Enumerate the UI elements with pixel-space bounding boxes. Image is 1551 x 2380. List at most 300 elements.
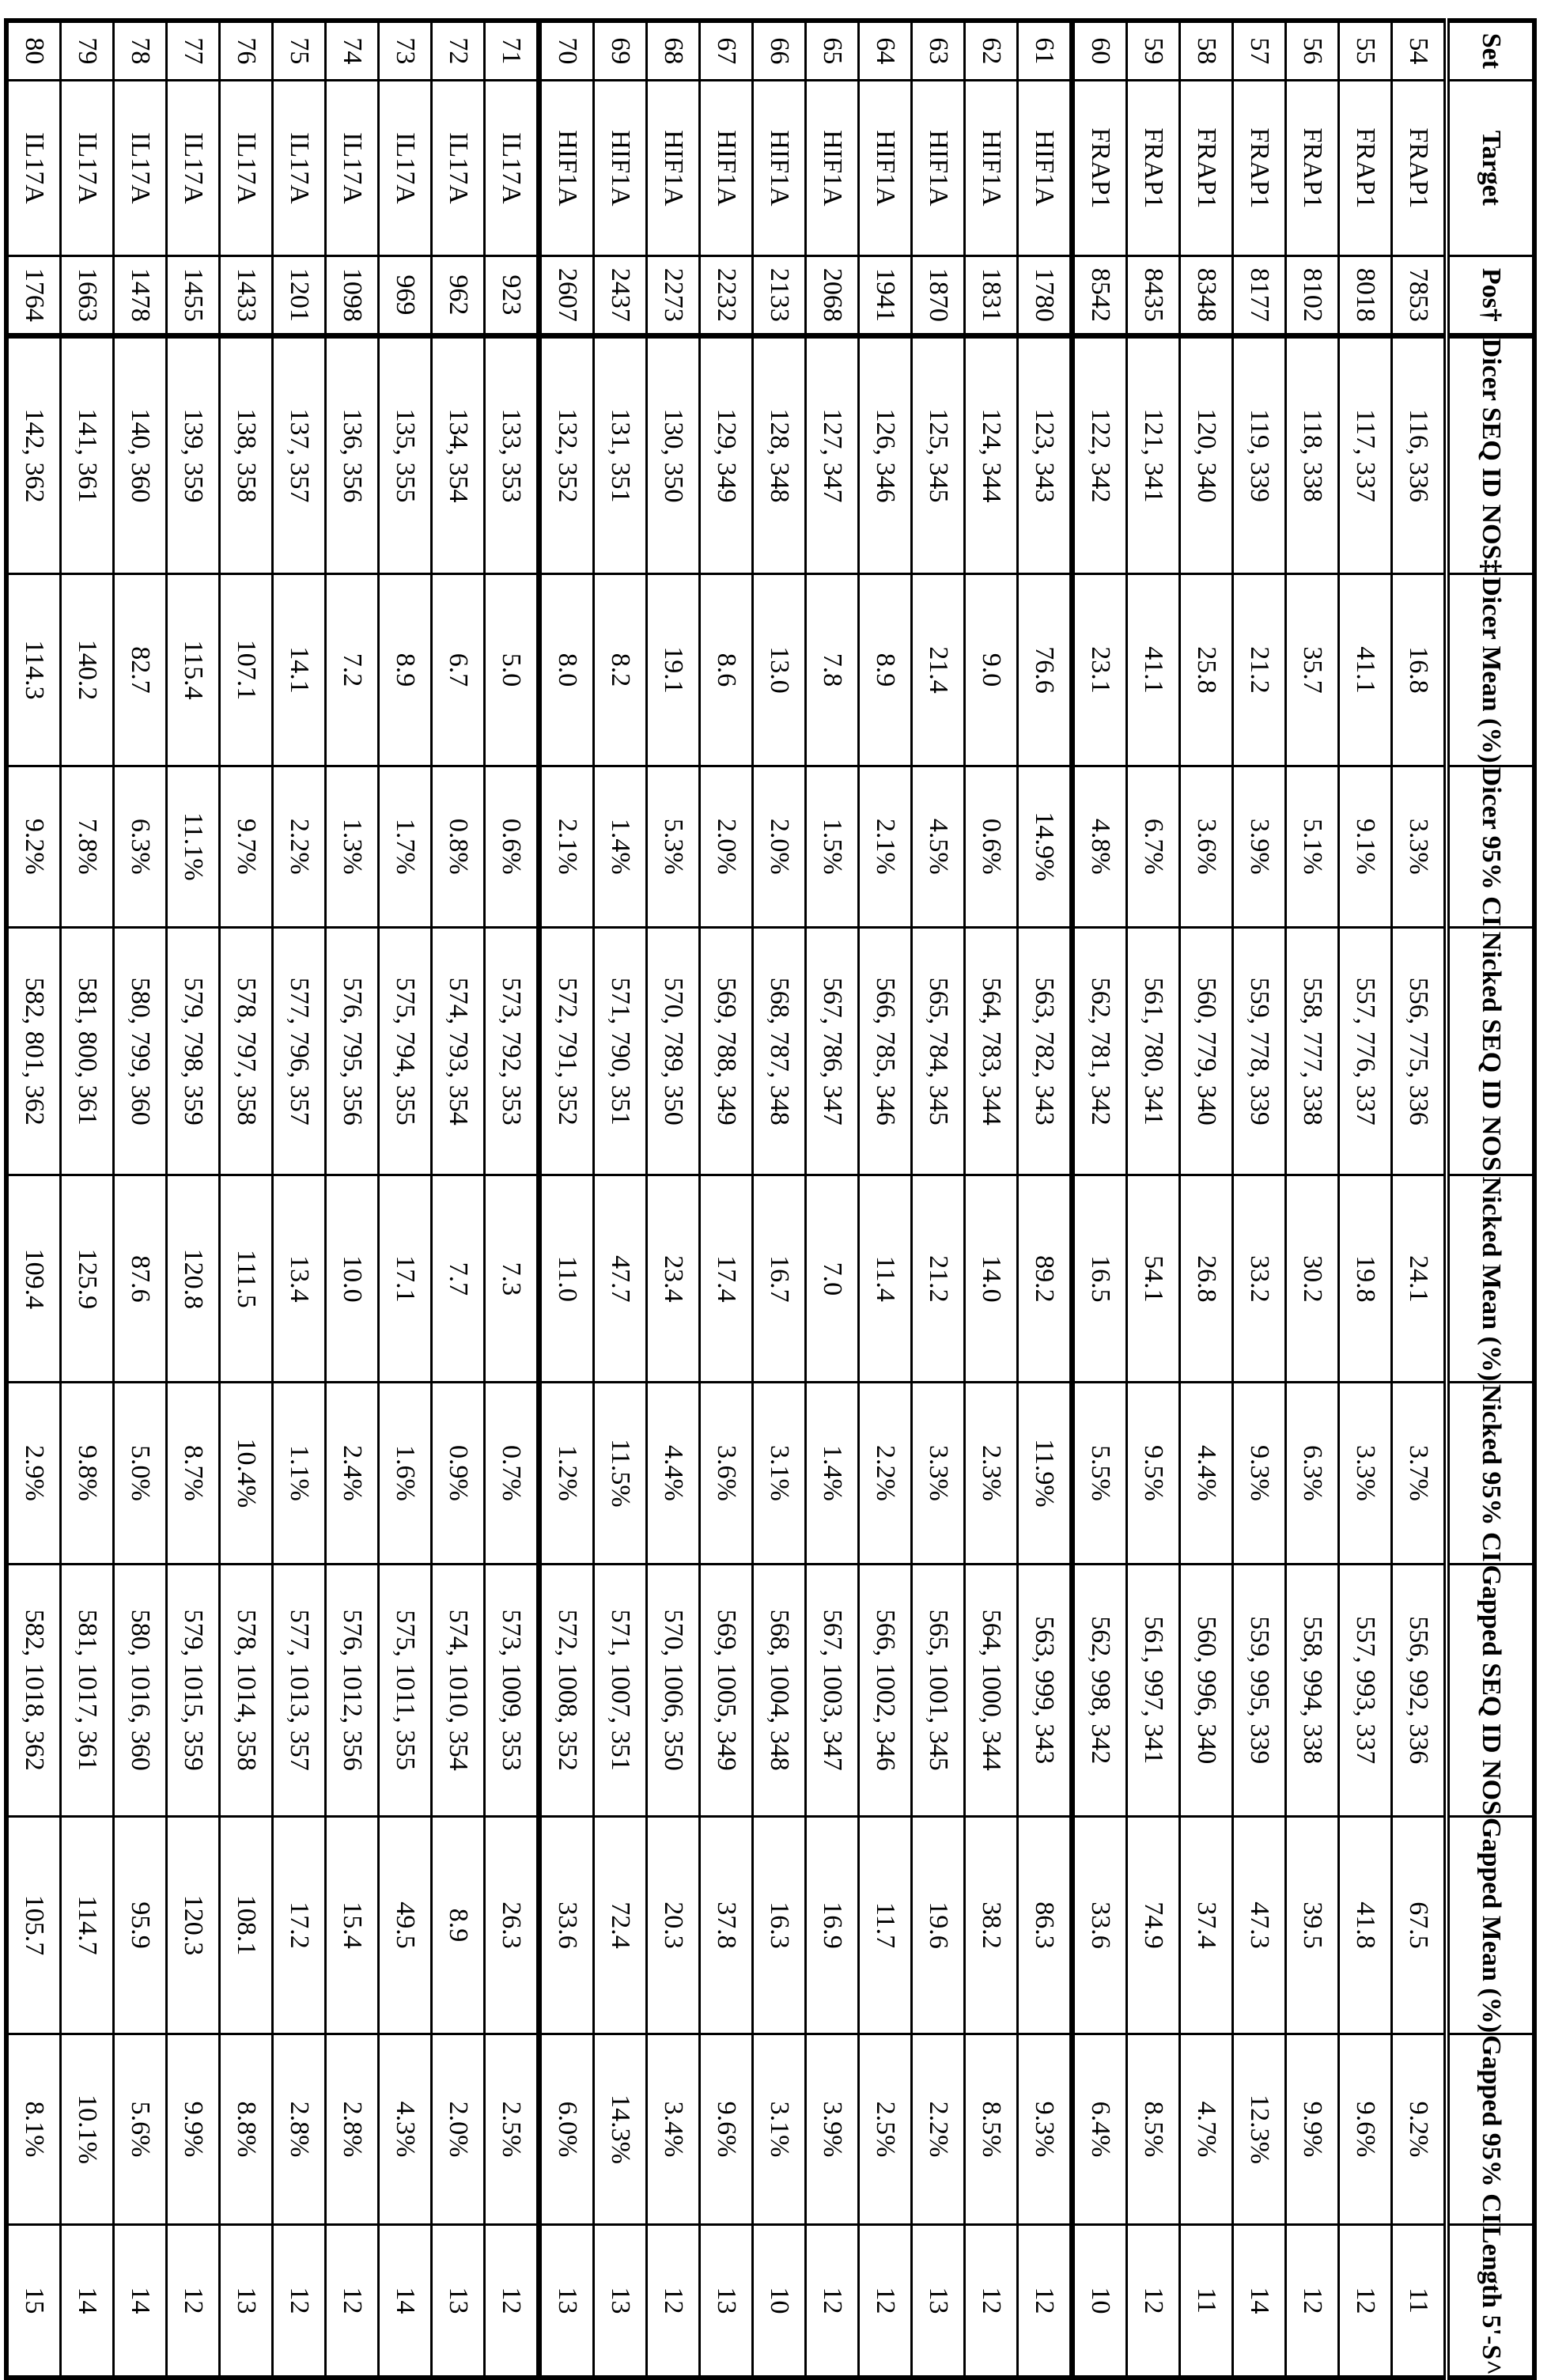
cell-gapped-ci: 8.5% — [1127, 2034, 1180, 2225]
cell-gapped-mean: 114.7 — [61, 1817, 114, 2034]
cell-set: 71 — [485, 21, 539, 80]
cell-nicked-mean: 26.8 — [1180, 1175, 1233, 1383]
cell-dicer-seq-ids: 126, 346 — [859, 335, 912, 574]
cell-gapped-ci: 8.8% — [220, 2034, 273, 2225]
cell-target: IL17A — [485, 80, 539, 256]
cell-nicked-ci: 9.5% — [1127, 1383, 1180, 1564]
cell-dicer-mean: 21.4 — [912, 574, 965, 766]
cell-pos: 2437 — [594, 256, 647, 335]
cell-set: 57 — [1233, 21, 1286, 80]
cell-dicer-ci: 0.6% — [485, 766, 539, 927]
cell-target: FRAP1 — [1286, 80, 1339, 256]
cell-gapped-mean: 67.5 — [1392, 1817, 1447, 2034]
cell-dicer-seq-ids: 129, 349 — [700, 335, 753, 574]
cell-gapped-seq-ids: 580, 1016, 360 — [114, 1564, 167, 1817]
cell-nicked-seq-ids: 577, 796, 357 — [273, 928, 326, 1175]
cell-dicer-ci: 9.1% — [1339, 766, 1392, 927]
cell-target: HIF1A — [859, 80, 912, 256]
cell-dicer-seq-ids: 138, 358 — [220, 335, 273, 574]
cell-dicer-seq-ids: 135, 355 — [379, 335, 432, 574]
cell-gapped-seq-ids: 581, 1017, 361 — [61, 1564, 114, 1817]
cell-dicer-ci: 4.5% — [912, 766, 965, 927]
cell-dicer-mean: 115.4 — [167, 574, 220, 766]
cell-nicked-seq-ids: 565, 784, 345 — [912, 928, 965, 1175]
cell-length: 10 — [1072, 2225, 1127, 2378]
cell-nicked-seq-ids: 575, 794, 355 — [379, 928, 432, 1175]
cell-set: 77 — [167, 21, 220, 80]
cell-nicked-seq-ids: 578, 797, 358 — [220, 928, 273, 1175]
cell-dicer-ci: 7.8% — [61, 766, 114, 927]
cell-dicer-seq-ids: 125, 345 — [912, 335, 965, 574]
cell-nicked-mean: 19.8 — [1339, 1175, 1392, 1383]
cell-pos: 1831 — [965, 256, 1018, 335]
cell-length: 13 — [912, 2225, 965, 2378]
cell-dicer-ci: 6.7% — [1127, 766, 1180, 927]
table-row — [1286, 21, 1339, 2378]
header-row — [1447, 21, 1534, 2378]
cell-nicked-ci: 9.3% — [1233, 1383, 1286, 1564]
cell-dicer-mean: 8.2 — [594, 574, 647, 766]
cell-gapped-seq-ids: 579, 1015, 359 — [167, 1564, 220, 1817]
cell-nicked-seq-ids: 558, 777, 338 — [1286, 928, 1339, 1175]
cell-target: FRAP1 — [1233, 80, 1286, 256]
cell-pos: 8102 — [1286, 256, 1339, 335]
cell-target: HIF1A — [700, 80, 753, 256]
cell-nicked-seq-ids: 579, 798, 359 — [167, 928, 220, 1175]
cell-target: IL17A — [6, 80, 61, 256]
cell-nicked-seq-ids: 564, 783, 344 — [965, 928, 1018, 1175]
cell-pos: 1941 — [859, 256, 912, 335]
cell-nicked-ci: 4.4% — [647, 1383, 700, 1564]
table-row — [1127, 21, 1180, 2378]
cell-gapped-mean: 33.6 — [1072, 1817, 1127, 2034]
cell-nicked-mean: 24.1 — [1392, 1175, 1447, 1383]
cell-dicer-mean: 140.2 — [61, 574, 114, 766]
cell-gapped-seq-ids: 563, 999, 343 — [1018, 1564, 1072, 1817]
cell-dicer-mean: 8.9 — [379, 574, 432, 766]
cell-dicer-ci: 0.8% — [432, 766, 485, 927]
cell-nicked-ci: 1.4% — [806, 1383, 859, 1564]
cell-pos: 1478 — [114, 256, 167, 335]
cell-gapped-seq-ids: 569, 1005, 349 — [700, 1564, 753, 1817]
cell-dicer-seq-ids: 134, 354 — [432, 335, 485, 574]
cell-length: 12 — [1127, 2225, 1180, 2378]
table-row — [539, 21, 594, 2378]
cell-gapped-ci: 6.0% — [539, 2034, 594, 2225]
cell-dicer-mean: 9.0 — [965, 574, 1018, 766]
cell-target: IL17A — [61, 80, 114, 256]
cell-pos: 8542 — [1072, 256, 1127, 335]
table-row — [647, 21, 700, 2378]
cell-gapped-mean: 37.4 — [1180, 1817, 1233, 2034]
cell-dicer-mean: 8.6 — [700, 574, 753, 766]
cell-dicer-mean: 8.0 — [539, 574, 594, 766]
cell-nicked-seq-ids: 557, 776, 337 — [1339, 928, 1392, 1175]
cell-dicer-seq-ids: 137, 357 — [273, 335, 326, 574]
cell-dicer-ci: 2.1% — [539, 766, 594, 927]
cell-length: 12 — [806, 2225, 859, 2378]
cell-nicked-ci: 3.7% — [1392, 1383, 1447, 1564]
cell-dicer-seq-ids: 140, 360 — [114, 335, 167, 574]
cell-pos: 2232 — [700, 256, 753, 335]
cell-dicer-seq-ids: 139, 359 — [167, 335, 220, 574]
cell-dicer-mean: 21.2 — [1233, 574, 1286, 766]
table-row — [594, 21, 647, 2378]
cell-nicked-mean: 54.1 — [1127, 1175, 1180, 1383]
cell-length: 13 — [594, 2225, 647, 2378]
cell-nicked-mean: 47.7 — [594, 1175, 647, 1383]
cell-dicer-ci: 2.0% — [700, 766, 753, 927]
cell-gapped-ci: 9.9% — [1286, 2034, 1339, 2225]
cell-nicked-seq-ids: 570, 789, 350 — [647, 928, 700, 1175]
cell-gapped-mean: 74.9 — [1127, 1817, 1180, 2034]
cell-gapped-seq-ids: 564, 1000, 344 — [965, 1564, 1018, 1817]
cell-set: 65 — [806, 21, 859, 80]
cell-dicer-ci: 1.4% — [594, 766, 647, 927]
header-nicked-ci: Nicked 95% CI — [1447, 1383, 1534, 1564]
cell-gapped-ci: 2.5% — [485, 2034, 539, 2225]
table-row — [700, 21, 753, 2378]
cell-nicked-ci: 3.1% — [753, 1383, 806, 1564]
cell-pos: 8177 — [1233, 256, 1286, 335]
cell-gapped-seq-ids: 577, 1013, 357 — [273, 1564, 326, 1817]
cell-pos: 1780 — [1018, 256, 1072, 335]
cell-set: 64 — [859, 21, 912, 80]
cell-nicked-mean: 33.2 — [1233, 1175, 1286, 1383]
cell-gapped-ci: 6.4% — [1072, 2034, 1127, 2225]
cell-dicer-seq-ids: 118, 338 — [1286, 335, 1339, 574]
cell-dicer-seq-ids: 127, 347 — [806, 335, 859, 574]
header-gapped-seq-ids: Gapped SEQ ID NOS — [1447, 1564, 1534, 1817]
cell-nicked-mean: 109.4 — [6, 1175, 61, 1383]
cell-dicer-mean: 14.1 — [273, 574, 326, 766]
cell-gapped-seq-ids: 571, 1007, 351 — [594, 1564, 647, 1817]
cell-dicer-ci: 3.6% — [1180, 766, 1233, 927]
cell-gapped-mean: 95.9 — [114, 1817, 167, 2034]
cell-gapped-seq-ids: 578, 1014, 358 — [220, 1564, 273, 1817]
cell-nicked-ci: 11.9% — [1018, 1383, 1072, 1564]
cell-dicer-seq-ids: 136, 356 — [326, 335, 379, 574]
cell-target: HIF1A — [965, 80, 1018, 256]
cell-gapped-ci: 5.6% — [114, 2034, 167, 2225]
cell-target: FRAP1 — [1072, 80, 1127, 256]
header-length: Length 5'-S^ — [1447, 2225, 1534, 2378]
table-row — [485, 21, 539, 2378]
cell-nicked-seq-ids: 569, 788, 349 — [700, 928, 753, 1175]
cell-nicked-ci: 1.1% — [273, 1383, 326, 1564]
cell-gapped-ci: 10.1% — [61, 2034, 114, 2225]
cell-nicked-seq-ids: 562, 781, 342 — [1072, 928, 1127, 1175]
cell-set: 59 — [1127, 21, 1180, 80]
cell-nicked-ci: 0.7% — [485, 1383, 539, 1564]
cell-dicer-ci: 5.1% — [1286, 766, 1339, 927]
cell-dicer-seq-ids: 120, 340 — [1180, 335, 1233, 574]
cell-pos: 2273 — [647, 256, 700, 335]
cell-gapped-seq-ids: 556, 992, 336 — [1392, 1564, 1447, 1817]
cell-nicked-ci: 2.3% — [965, 1383, 1018, 1564]
cell-gapped-seq-ids: 567, 1003, 347 — [806, 1564, 859, 1817]
cell-length: 14 — [114, 2225, 167, 2378]
cell-length: 13 — [220, 2225, 273, 2378]
cell-dicer-ci: 3.3% — [1392, 766, 1447, 927]
cell-pos: 8435 — [1127, 256, 1180, 335]
table-row — [965, 21, 1018, 2378]
cell-nicked-seq-ids: 567, 786, 347 — [806, 928, 859, 1175]
cell-gapped-ci: 12.3% — [1233, 2034, 1286, 2225]
cell-target: FRAP1 — [1392, 80, 1447, 256]
cell-pos: 962 — [432, 256, 485, 335]
cell-dicer-mean: 114.3 — [6, 574, 61, 766]
cell-gapped-mean: 41.8 — [1339, 1817, 1392, 2034]
cell-pos: 1663 — [61, 256, 114, 335]
cell-gapped-seq-ids: 573, 1009, 353 — [485, 1564, 539, 1817]
cell-gapped-seq-ids: 574, 1010, 354 — [432, 1564, 485, 1817]
cell-nicked-mean: 7.3 — [485, 1175, 539, 1383]
cell-length: 12 — [273, 2225, 326, 2378]
cell-gapped-seq-ids: 570, 1006, 350 — [647, 1564, 700, 1817]
cell-dicer-mean: 16.8 — [1392, 574, 1447, 766]
cell-nicked-ci: 0.9% — [432, 1383, 485, 1564]
cell-length: 14 — [379, 2225, 432, 2378]
cell-gapped-ci: 8.1% — [6, 2034, 61, 2225]
table-row — [61, 21, 114, 2378]
cell-gapped-mean: 86.3 — [1018, 1817, 1072, 2034]
cell-nicked-mean: 30.2 — [1286, 1175, 1339, 1383]
cell-nicked-seq-ids: 574, 793, 354 — [432, 928, 485, 1175]
cell-gapped-mean: 8.9 — [432, 1817, 485, 2034]
cell-nicked-ci: 5.0% — [114, 1383, 167, 1564]
table-row — [859, 21, 912, 2378]
cell-target: FRAP1 — [1127, 80, 1180, 256]
cell-dicer-mean: 41.1 — [1127, 574, 1180, 766]
cell-set: 55 — [1339, 21, 1392, 80]
cell-gapped-ci: 3.1% — [753, 2034, 806, 2225]
cell-set: 74 — [326, 21, 379, 80]
cell-nicked-mean: 120.8 — [167, 1175, 220, 1383]
cell-gapped-mean: 33.6 — [539, 1817, 594, 2034]
cell-dicer-ci: 4.8% — [1072, 766, 1127, 927]
table-row — [1018, 21, 1072, 2378]
cell-target: IL17A — [432, 80, 485, 256]
table-row — [114, 21, 167, 2378]
cell-nicked-ci: 2.9% — [6, 1383, 61, 1564]
cell-length: 12 — [859, 2225, 912, 2378]
cell-gapped-mean: 39.5 — [1286, 1817, 1339, 2034]
rotated-page — [0, 0, 1551, 2380]
cell-gapped-mean: 26.3 — [485, 1817, 539, 2034]
cell-gapped-seq-ids: 562, 998, 342 — [1072, 1564, 1127, 1817]
cell-nicked-ci: 5.5% — [1072, 1383, 1127, 1564]
cell-gapped-seq-ids: 566, 1002, 346 — [859, 1564, 912, 1817]
cell-gapped-ci: 9.6% — [1339, 2034, 1392, 2225]
cell-nicked-ci: 1.6% — [379, 1383, 432, 1564]
cell-gapped-ci: 4.3% — [379, 2034, 432, 2225]
cell-target: IL17A — [167, 80, 220, 256]
cell-pos: 2133 — [753, 256, 806, 335]
cell-dicer-ci: 1.7% — [379, 766, 432, 927]
cell-dicer-mean: 5.0 — [485, 574, 539, 766]
cell-dicer-seq-ids: 132, 352 — [539, 335, 594, 574]
header-gapped-ci: Gapped 95% CI — [1447, 2034, 1534, 2225]
cell-gapped-mean: 120.3 — [167, 1817, 220, 2034]
cell-nicked-mean: 16.5 — [1072, 1175, 1127, 1383]
cell-dicer-mean: 25.8 — [1180, 574, 1233, 766]
cell-pos: 7853 — [1392, 256, 1447, 335]
cell-set: 62 — [965, 21, 1018, 80]
cell-nicked-ci: 3.6% — [700, 1383, 753, 1564]
cell-nicked-mean: 11.4 — [859, 1175, 912, 1383]
cell-target: FRAP1 — [1180, 80, 1233, 256]
cell-nicked-mean: 87.6 — [114, 1175, 167, 1383]
cell-set: 76 — [220, 21, 273, 80]
cell-pos: 1764 — [6, 256, 61, 335]
cell-length: 12 — [167, 2225, 220, 2378]
cell-target: IL17A — [379, 80, 432, 256]
cell-pos: 1201 — [273, 256, 326, 335]
cell-gapped-mean: 38.2 — [965, 1817, 1018, 2034]
cell-dicer-ci: 1.3% — [326, 766, 379, 927]
cell-nicked-seq-ids: 566, 785, 346 — [859, 928, 912, 1175]
cell-nicked-mean: 7.0 — [806, 1175, 859, 1383]
cell-dicer-ci: 9.2% — [6, 766, 61, 927]
cell-nicked-ci: 6.3% — [1286, 1383, 1339, 1564]
cell-gapped-mean: 16.3 — [753, 1817, 806, 2034]
cell-set: 60 — [1072, 21, 1127, 80]
cell-length: 14 — [61, 2225, 114, 2378]
cell-dicer-ci: 6.3% — [114, 766, 167, 927]
cell-gapped-ci: 9.3% — [1018, 2034, 1072, 2225]
cell-nicked-mean: 16.7 — [753, 1175, 806, 1383]
table-row — [6, 21, 61, 2378]
cell-dicer-seq-ids: 116, 336 — [1392, 335, 1447, 574]
cell-length: 12 — [647, 2225, 700, 2378]
cell-nicked-mean: 13.4 — [273, 1175, 326, 1383]
header-target: Target — [1447, 80, 1534, 256]
cell-gapped-mean: 11.7 — [859, 1817, 912, 2034]
table-row — [1233, 21, 1286, 2378]
table-row — [167, 21, 220, 2378]
cell-nicked-mean: 17.1 — [379, 1175, 432, 1383]
cell-dicer-ci: 14.9% — [1018, 766, 1072, 927]
cell-gapped-seq-ids: 582, 1018, 362 — [6, 1564, 61, 1817]
cell-gapped-ci: 2.2% — [912, 2034, 965, 2225]
cell-nicked-ci: 3.3% — [1339, 1383, 1392, 1564]
cell-set: 54 — [1392, 21, 1447, 80]
cell-gapped-seq-ids: 576, 1012, 356 — [326, 1564, 379, 1817]
cell-pos: 923 — [485, 256, 539, 335]
cell-gapped-seq-ids: 558, 994, 338 — [1286, 1564, 1339, 1817]
cell-gapped-mean: 72.4 — [594, 1817, 647, 2034]
cell-dicer-ci: 5.3% — [647, 766, 700, 927]
cell-dicer-seq-ids: 130, 350 — [647, 335, 700, 574]
cell-target: HIF1A — [912, 80, 965, 256]
cell-nicked-mean: 23.4 — [647, 1175, 700, 1383]
cell-pos: 8348 — [1180, 256, 1233, 335]
cell-nicked-mean: 11.0 — [539, 1175, 594, 1383]
cell-set: 72 — [432, 21, 485, 80]
cell-dicer-ci: 3.9% — [1233, 766, 1286, 927]
cell-nicked-ci: 10.4% — [220, 1383, 273, 1564]
table-row — [1339, 21, 1392, 2378]
cell-gapped-mean: 108.1 — [220, 1817, 273, 2034]
cell-gapped-seq-ids: 559, 995, 339 — [1233, 1564, 1286, 1817]
table-row — [1392, 21, 1447, 2378]
cell-target: HIF1A — [594, 80, 647, 256]
cell-gapped-mean: 37.8 — [700, 1817, 753, 2034]
cell-dicer-seq-ids: 124, 344 — [965, 335, 1018, 574]
cell-target: HIF1A — [539, 80, 594, 256]
cell-pos: 1433 — [220, 256, 273, 335]
cell-gapped-ci: 2.8% — [326, 2034, 379, 2225]
cell-nicked-ci: 4.4% — [1180, 1383, 1233, 1564]
cell-gapped-seq-ids: 561, 997, 341 — [1127, 1564, 1180, 1817]
cell-nicked-mean: 89.2 — [1018, 1175, 1072, 1383]
cell-nicked-mean: 125.9 — [61, 1175, 114, 1383]
cell-dicer-seq-ids: 128, 348 — [753, 335, 806, 574]
cell-gapped-ci: 4.7% — [1180, 2034, 1233, 2225]
cell-length: 13 — [432, 2225, 485, 2378]
cell-gapped-mean: 16.9 — [806, 1817, 859, 2034]
cell-nicked-seq-ids: 563, 782, 343 — [1018, 928, 1072, 1175]
cell-gapped-ci: 9.2% — [1392, 2034, 1447, 2225]
cell-length: 11 — [1392, 2225, 1447, 2378]
cell-length: 12 — [326, 2225, 379, 2378]
cell-set: 78 — [114, 21, 167, 80]
cell-gapped-ci: 9.6% — [700, 2034, 753, 2225]
cell-set: 73 — [379, 21, 432, 80]
cell-pos: 1455 — [167, 256, 220, 335]
cell-dicer-seq-ids: 119, 339 — [1233, 335, 1286, 574]
cell-dicer-mean: 8.9 — [859, 574, 912, 766]
cell-dicer-mean: 23.1 — [1072, 574, 1127, 766]
cell-pos: 2068 — [806, 256, 859, 335]
cell-dicer-ci: 1.5% — [806, 766, 859, 927]
cell-dicer-mean: 107.1 — [220, 574, 273, 766]
cell-nicked-seq-ids: 582, 801, 362 — [6, 928, 61, 1175]
table-row — [379, 21, 432, 2378]
cell-target: HIF1A — [1018, 80, 1072, 256]
cell-gapped-seq-ids: 557, 993, 337 — [1339, 1564, 1392, 1817]
cell-length: 12 — [1018, 2225, 1072, 2378]
cell-nicked-ci: 11.5% — [594, 1383, 647, 1564]
cell-target: HIF1A — [806, 80, 859, 256]
cell-dicer-seq-ids: 141, 361 — [61, 335, 114, 574]
cell-nicked-seq-ids: 556, 775, 336 — [1392, 928, 1447, 1175]
cell-set: 56 — [1286, 21, 1339, 80]
cell-nicked-seq-ids: 581, 800, 361 — [61, 928, 114, 1175]
cell-dicer-mean: 13.0 — [753, 574, 806, 766]
cell-length: 12 — [485, 2225, 539, 2378]
cell-dicer-mean: 82.7 — [114, 574, 167, 766]
cell-gapped-mean: 47.3 — [1233, 1817, 1286, 2034]
cell-set: 67 — [700, 21, 753, 80]
cell-nicked-seq-ids: 572, 791, 352 — [539, 928, 594, 1175]
cell-length: 12 — [1286, 2225, 1339, 2378]
cell-dicer-seq-ids: 142, 362 — [6, 335, 61, 574]
cell-gapped-mean: 49.5 — [379, 1817, 432, 2034]
cell-dicer-seq-ids: 133, 353 — [485, 335, 539, 574]
cell-length: 12 — [1339, 2225, 1392, 2378]
cell-pos: 8018 — [1339, 256, 1392, 335]
cell-nicked-seq-ids: 576, 795, 356 — [326, 928, 379, 1175]
cell-gapped-mean: 15.4 — [326, 1817, 379, 2034]
header-nicked-seq-ids: Nicked SEQ ID NOS — [1447, 928, 1534, 1175]
cell-dicer-seq-ids: 117, 337 — [1339, 335, 1392, 574]
header-dicer-ci: Dicer 95% CI — [1447, 766, 1534, 927]
header-gapped-mean: Gapped Mean (%) — [1447, 1817, 1534, 2034]
cell-dicer-ci: 2.0% — [753, 766, 806, 927]
cell-set: 58 — [1180, 21, 1233, 80]
